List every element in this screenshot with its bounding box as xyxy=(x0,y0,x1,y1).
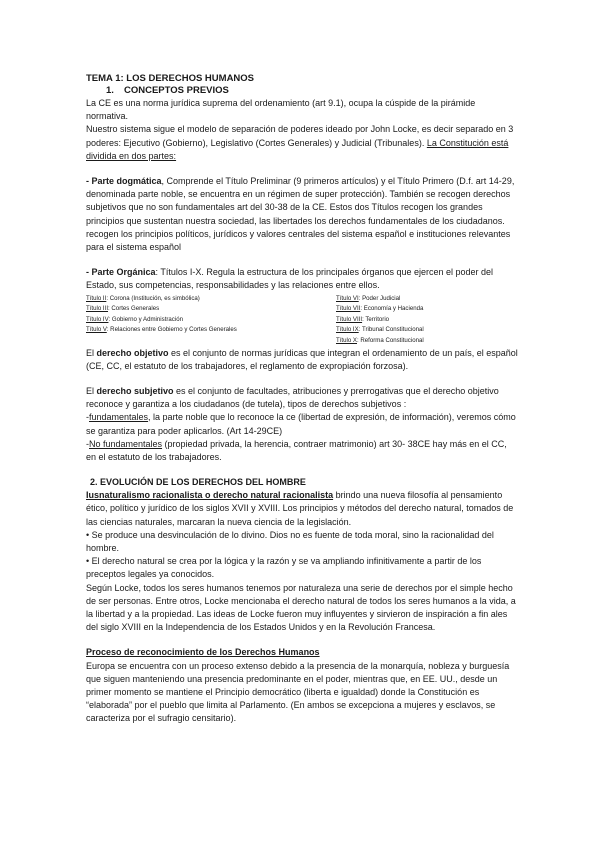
title-item xyxy=(336,325,518,336)
paragraph-no-fundamentales xyxy=(86,438,518,464)
paragraph-locke: Según Locke, todos los seres humanos tenemos por naturaleza una serie de derechos por el simple hecho de ser personas. Entre otros, Locke mencionaba el derecho natural de todos los seres humanos a la vida, a la libertad y a la propiedad. Las ideas de Locke fueron muy influyentes y sirvieron de inspiración a fin ales del siglo XVIII en la Independencia de los Estados Unidos y en la Revolución Francesa. xyxy=(86,582,516,633)
title-text: : Poder Judicial xyxy=(358,294,401,302)
paragraph-text: El xyxy=(86,347,97,358)
document-body xyxy=(86,73,518,726)
bold-underlined-term: Proceso de reconocimiento de los Derechos Humanos xyxy=(86,647,320,658)
paragraph-text: es el conjunto de facultades, atribuciones y prerrogativas que el derecho objetivo reconoce y garantiza a los ciudadanos (de tutela), tipos de derechos subjetivos : xyxy=(86,386,499,410)
title-label: Título V xyxy=(86,326,107,334)
titles-list xyxy=(86,294,518,347)
title-label: Título X xyxy=(336,337,357,345)
bold-underlined-term: Iusnaturalismo racionalista o derecho natural racionalista xyxy=(86,490,334,501)
section-label: CONCEPTOS PREVIOS xyxy=(124,85,229,96)
paragraph-text: , la parte noble que lo reconoce la ce (libertad de expresión, de información), veremos cómo se garantiza para poder aplicarlos. (Art 14-29CE) xyxy=(86,412,516,436)
paragraph-iusnaturalismo xyxy=(86,489,518,529)
paragraph-text: es el conjunto de normas jurídicas que integran el ordenamiento de un país, el español (CE, CC, el estatuto de los trabajadores, el reglamento de expropiación forzosa). xyxy=(86,347,518,371)
title-text: : Relaciones entre Gobierno y Cortes Generales xyxy=(106,326,237,334)
title-item xyxy=(336,315,518,326)
paragraph-parte-dogmatica xyxy=(86,175,518,254)
title-item xyxy=(336,304,518,315)
title-text: : Reforma Constitucional xyxy=(357,337,424,345)
paragraph-derecho-subjetivo xyxy=(86,385,518,411)
paragraph-proceso: Europa se encuentra con un proceso extenso debido a la presencia de la monarquía, nobleza y burguesía que siguen manteniendo una presencia predominante en el poder, mientras que, en EE. UU., desde un primer momento se mantiene el Principio democrático (liberta e igualdad) donde la Constitución es “elaborada” por el pueblo que limita al Parlamento. (En ambos se excepciona a mujeres y esclavos, se caracteriza por el sufragio censitario). xyxy=(86,660,510,724)
title-label: Título VI xyxy=(336,294,359,302)
document-title: TEMA 1: LOS DERECHOS HUMANOS xyxy=(86,73,255,84)
paragraph-fundamentales xyxy=(86,411,518,437)
paragraph-derecho-objetivo xyxy=(86,347,518,373)
title-text: : Cortes Generales xyxy=(108,305,160,313)
underlined-text: No fundamentales xyxy=(89,438,163,449)
section-number: 1. xyxy=(106,85,114,96)
bold-lead: - Parte Orgánica xyxy=(86,267,156,278)
title-text: : Economía y Hacienda xyxy=(360,305,424,313)
title-text: : Gobierno y Administración xyxy=(108,315,183,323)
title-item xyxy=(336,336,518,347)
paragraph-ce: La CE es una norma jurídica suprema del ordenamiento (art 9.1), ocupa la cúspide de la pirámide normativa. xyxy=(86,98,476,122)
paragraph-text: - xyxy=(86,412,89,423)
title-label: Título II xyxy=(86,294,107,302)
underlined-text: La Constitución está dividida en dos partes: xyxy=(86,137,509,161)
title-item xyxy=(86,304,336,315)
title-item xyxy=(336,294,518,305)
section-heading-1 xyxy=(86,85,518,97)
title-label: Título III xyxy=(86,305,109,313)
title-label: Título VII xyxy=(336,305,361,313)
paragraph-text: - xyxy=(86,438,89,449)
bold-lead: - Parte dogmática xyxy=(86,176,162,187)
bullet-item: • El derecho natural se crea por la lógica y la razón y se va ampliando infinitivamente a partir de los preceptos legales ya conocidos. xyxy=(86,556,482,580)
title-label: Título VIII xyxy=(336,315,363,323)
paragraph-text: , Comprende el Título Preliminar (9 primeros artículos) y el Título Primero (D.f. art 14-29, denominada parte noble, se encuentra en un régimen de super protección). También se recogen derechos subjetivos que no son fundamentales art del 30-38 de la CE. Estos dos Títulos recogen los grandes principios que sustentan nuestra sociedad, las libertades los derechos fundamentales de los ciudadanos. recogen los principios políticos, jurídicos y valores centrales del sistema español e instituciones relevantes para el sistema español xyxy=(86,176,515,253)
title-label: Título IV xyxy=(86,315,109,323)
paragraph-text: : Títulos I-X. Regula la estructura de los principales órganos que ejercen el poder del Estado, sus competencias, responsabilidades y las relaciones entre ellos. xyxy=(86,267,494,291)
paragraph-separation-of-powers xyxy=(86,123,518,163)
subheading-proceso xyxy=(86,646,518,659)
paragraph-text: brindo una nueva filosofía al pensamiento ético, político y jurídico de los siglos XVII y XVIII. Los principios y métodos del derecho natural, tomados de las ciencias naturales, marcaran la nueva ciencia de la legislación. xyxy=(86,490,514,527)
title-item xyxy=(86,315,336,326)
paragraph-text: El xyxy=(86,386,97,397)
title-item xyxy=(86,294,336,305)
title-label: Título IX xyxy=(336,326,359,334)
paragraph-text: Nuestro sistema sigue el modelo de separación de poderes ideado por John Locke, es decir separado en 3 poderes: Ejecutivo (Gobierno), Legislativo (Cortes Generales) y Judicial (Tribunales). xyxy=(86,124,514,148)
paragraph-parte-organica xyxy=(86,266,518,292)
bold-term: derecho objetivo xyxy=(96,347,169,358)
bold-term: derecho subjetivo xyxy=(96,386,174,397)
title-item xyxy=(86,325,336,336)
paragraph-text: (propiedad privada, la herencia, contraer matrimonio) art 30- 38CE hay más en el CC, en el estatuto de los trabajadores. xyxy=(86,438,507,463)
section-heading-2: 2. EVOLUCIÓN DE LOS DERECHOS DEL HOMBRE xyxy=(90,477,306,488)
title-text: : Territorio xyxy=(362,315,390,323)
title-text: : Tribunal Constitucional xyxy=(358,326,424,334)
title-text: : Corona (Institución, es simbólica) xyxy=(106,294,200,302)
underlined-text: fundamentales xyxy=(89,412,149,423)
bullet-item: • Se produce una desvinculación de lo divino. Dios no es fuente de toda moral, sino la racionalidad del hombre. xyxy=(86,529,494,554)
